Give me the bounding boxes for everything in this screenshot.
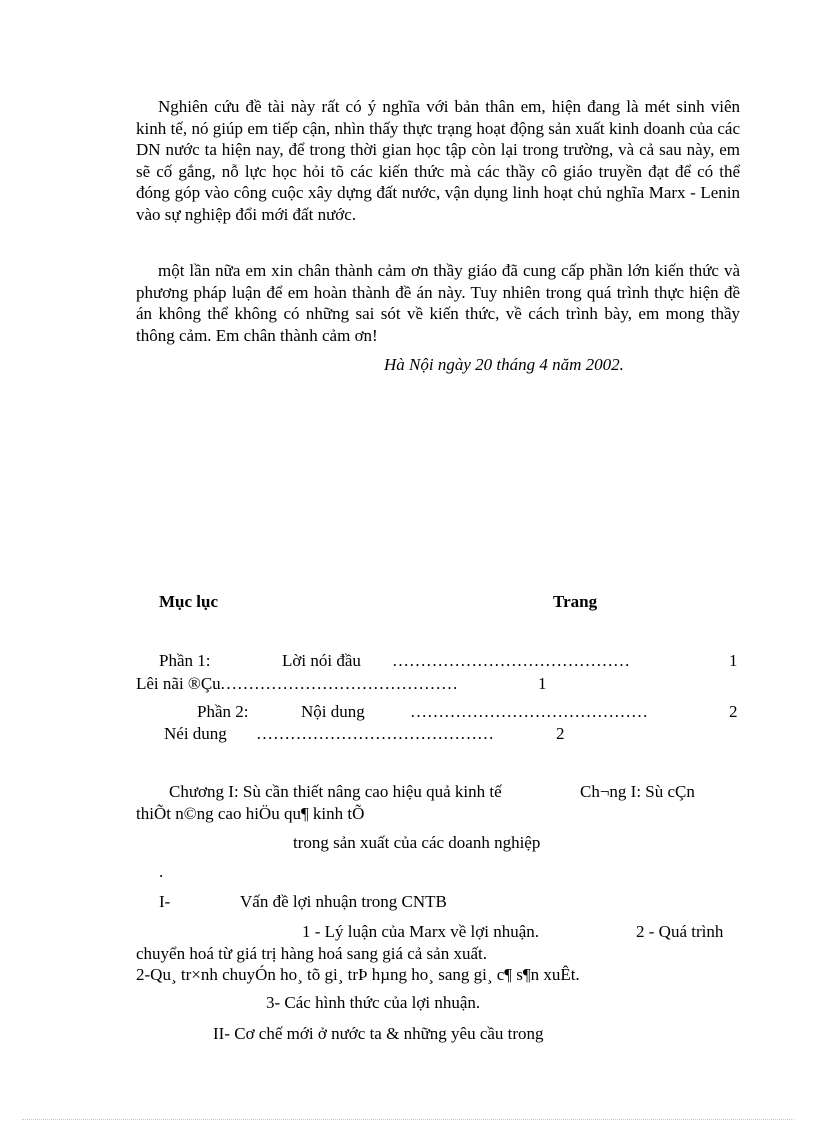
toc-item2-start: 2 - Quá trình (636, 922, 724, 941)
toc-part1-alt-leader: …………………………………… (220, 674, 458, 693)
toc-chapter1-alt-line2: thiÕt n©ng cao hiÖu qu¶ kinh tÕ (136, 804, 365, 823)
toc-part2-page: 2 (729, 702, 738, 721)
toc-item3: 3- Các hình thức của lợi nhuận. (266, 993, 481, 1012)
toc-section1-title: Vấn đề lợi nhuận trong CNTB (240, 892, 447, 911)
toc-chapter1-title: Chương I: Sù cần thiết nâng cao hiệu quả kinh tế (169, 782, 502, 801)
date-line: Hà Nội ngày 20 tháng 4 năm 2002. (384, 355, 624, 374)
toc-part1-page: 1 (729, 651, 738, 670)
toc-chapter1-alt-title: Ch¬ng I: Sù cÇn (580, 782, 695, 801)
toc-page-heading: Trang (553, 592, 598, 611)
toc-part1-leader: …………………………………… (392, 651, 630, 670)
toc-section1-number: I- (159, 892, 171, 911)
toc-part2-leader: …………………………………… (410, 702, 648, 721)
toc-part2-label: Phần 2: (197, 702, 249, 721)
toc-part2-alt-page: 2 (556, 724, 565, 743)
toc-part2-alt-title: Néi dung (164, 724, 227, 743)
toc-heading: Mục lục (159, 592, 219, 611)
toc-item2-alt: 2-Qu¸ tr×nh chuyÓn ho¸ tõ gi¸ trÞ hµng ho¸ sang gi¸ c¶ s¶n xuÊt. (136, 965, 580, 984)
toc-part1-alt-title: Lêi nãi ®Çu (136, 674, 221, 693)
toc-item1: 1 - Lý luận của Marx về lợi nhuận. (302, 922, 540, 941)
toc-part1-label: Phần 1: (159, 651, 211, 670)
preface-paragraph-2: một lần nữa em xin chân thành cảm ơn thầy giáo đã cung cấp phần lớn kiến thức và phương pháp luận để em hoàn thành đề án này. Tuy nhiên trong quá trình thực hiện đề án không thể không có những sai sót về kiến thức, về cách trình bày, em mong thầy thông cảm. Em chân thành cảm ơn! (136, 261, 740, 345)
toc-item2-continuation: chuyển hoá từ giá trị hàng hoá sang giá cả sản xuất. (136, 944, 487, 963)
preface-paragraph-1: Nghiên cứu đề tài này rất có ý nghĩa với bản thân em, hiện đang là mét sinh viên kinh tế, nó giúp em tiếp cận, nhìn thấy thực trạng hoạt động sản xuất kinh doanh của các DN nước ta hiện nay, để trong thời gian học tập còn lại trong trường, và cả sau này, em sẽ cố gắng, nỗ lực học hỏi tõ các kiến thức mà các thầy cô giáo truyền đạt để có thể đóng góp vào công cuộc xây dựng đất nước, vận dụng linh hoạt chủ nghĩa Marx - Lenin vào sự nghiệp đổi mới đất nước. (136, 97, 740, 224)
toc-chapter1-subtitle: trong sản xuất của các doanh nghiệp (293, 833, 541, 852)
toc-part2-title: Nội dung (301, 702, 365, 721)
toc-dot: . (159, 862, 164, 881)
page-bottom-border (22, 1119, 794, 1120)
toc-part1-title: Lời nói đầu (282, 651, 361, 670)
toc-part2-alt-leader: …………………………………… (256, 724, 494, 743)
toc-section2: II- Cơ chế mới ở nước ta & những yêu cầu trong (213, 1024, 544, 1043)
toc-part1-alt-page: 1 (538, 674, 547, 693)
